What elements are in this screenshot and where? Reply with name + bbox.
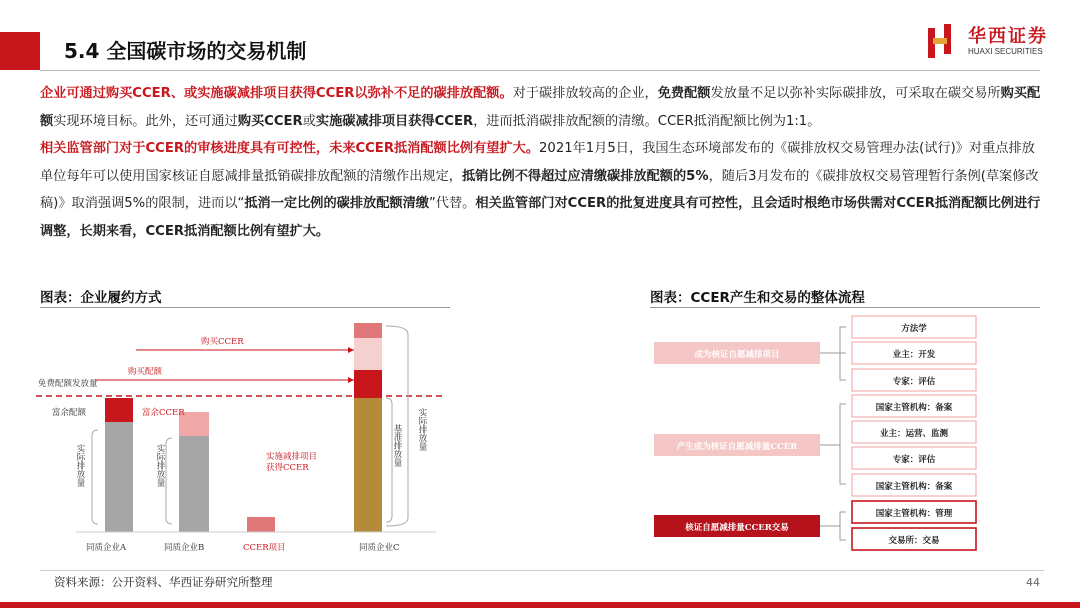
page-number: 44 [1026, 576, 1040, 589]
ccer-flow-diagram [648, 312, 988, 557]
source-note: 资料来源：公开资料、华西证券研究所整理 [54, 575, 273, 589]
step-label-5: 业主：运营、监测 [879, 429, 949, 439]
company-a-label: 同质企业A [86, 543, 127, 553]
free-quota-label: 免费配额发放量 [38, 379, 98, 389]
bracket-3 [840, 512, 846, 540]
buy-quota-arrow-head [348, 377, 354, 383]
bracket-2 [840, 404, 846, 484]
step-label-1: 方法学 [901, 324, 927, 334]
buy-ccer-label: 购买CCER [201, 337, 244, 347]
bottom-accent-bar [0, 602, 1080, 608]
page-title: 5.4 全国碳市场的交易机制 [64, 39, 307, 63]
paragraph-2-lead: 相关监管部门对于CCER的审核进度具有可控性，未来CCER抵消配额比例有望扩大。 [40, 141, 540, 156]
emphasis: 购买CCER [237, 113, 303, 129]
step-label-3: 专家：评估 [892, 377, 936, 387]
text: 或 [302, 113, 316, 129]
text: ，进而抵消碳排放配额的清缴。CCER抵消配额比例为1:1。 [473, 113, 821, 129]
stage-1-label: 成为核证自愿减排项目 [694, 350, 780, 360]
buy-quota-label: 购买配额 [128, 367, 163, 377]
body-text [40, 80, 1044, 245]
step-label-2: 业主：开发 [892, 350, 936, 360]
figure-left-rule [40, 307, 450, 308]
step-label-8: 国家主管机构：管理 [875, 509, 953, 519]
company-b-brace [166, 438, 172, 524]
step-label-6: 专家：评估 [892, 455, 936, 465]
stage-3-label: 核证自愿减排量CCER交易 [685, 523, 789, 533]
step-label-4: 国家主管机构：备案 [875, 403, 953, 413]
company-b-actual-label: 实际排放量 [155, 444, 165, 487]
emphasis: 免费配额 [657, 86, 711, 101]
paragraph-1 [40, 80, 1044, 135]
company-c-label: 同质企业C [359, 543, 400, 553]
company-a-actual-label: 实际排放量 [75, 444, 85, 487]
text: 对于碳排放较高的企业， [512, 86, 658, 101]
text: ，随后3月发布的《碳排放权交易管理暂行条例(草案修改稿)》取消强调5%的限制，进而以“ [40, 168, 1039, 211]
emphasis: 购买配额 [40, 86, 1041, 129]
text: ”代替。 [428, 196, 476, 211]
buy-ccer-arrow-head [348, 347, 354, 353]
project-ccer-label-1: 实施减排项目 [266, 452, 318, 462]
surplus-ccer-label: 富余CCER [142, 408, 185, 418]
paragraph-2 [40, 135, 1044, 245]
text: 发放量不足以弥补实际碳排放，可采取在碳交易所 [710, 86, 1001, 101]
title-accent-bar [0, 32, 40, 70]
paragraph-1-lead: 企业可通过购买CCER、或实施碳减排项目获得CCER以弥补不足的碳排放配额。 [40, 86, 513, 101]
company-c-buy-ccer-bar [354, 323, 382, 338]
project-ccer-label-2: 获得CCER [266, 463, 309, 473]
logo-chinese-name: 华西证券 [968, 26, 1048, 47]
company-a-brace [92, 430, 98, 524]
ccer-project-label: CCER项目 [243, 543, 286, 553]
baseline-label: 基准排放量 [392, 424, 402, 467]
huaxi-logo-mark-icon [928, 24, 956, 58]
emphasis: 抵消一定比例的碳排放配额清缴 [244, 196, 429, 211]
company-a-actual-bar [105, 422, 133, 532]
step-label-9: 交易所：交易 [888, 536, 940, 546]
stage-2-label: 产生成为核证自愿减排量CCER [676, 442, 798, 452]
compliance-diagram [36, 312, 446, 562]
company-c-ccer-light-bar [354, 338, 382, 370]
step-label-7: 国家主管机构：备案 [875, 482, 953, 492]
text: 2021年1月5日，我国生态环境部发布的《碳排放权交易管理办法(试行)》对重点排放单位每年可以使用国家核证自愿减排量抵销碳排放配额的清缴作出规定， [40, 141, 1035, 184]
text: 实现环境目标。此外，还可通过 [53, 113, 238, 129]
company-c-base-bar [354, 398, 382, 532]
surplus-quota-label: 富余配额 [52, 408, 87, 418]
emphasis: 相关监管部门对CCER的批复进度具有可控性，且会适时根绝市场供需对CCER抵消配额比例进行调整，长期来看，CCER抵消配额比例有望扩大。 [40, 196, 1041, 239]
title-divider [40, 70, 1040, 71]
logo-english-name: HUAXI SECURITIES [968, 47, 1043, 56]
huaxi-logo [928, 22, 1068, 62]
figure-left-title: 图表：企业履约方式 [40, 290, 162, 306]
emphasis: 实施碳减排项目获得CCER [315, 113, 474, 129]
ccer-project-bar [247, 517, 275, 532]
company-c-actual-label: 实际排放量 [417, 408, 427, 451]
company-b-label: 同质企业B [164, 543, 205, 553]
figure-right-title: 图表：CCER产生和交易的整体流程 [650, 290, 865, 306]
emphasis: 抵销比例不得超过应清缴碳排放配额的5% [462, 168, 709, 184]
figure-right-rule [650, 307, 1040, 308]
footer-divider [40, 570, 1044, 571]
company-a-surplus-bar [105, 398, 133, 422]
company-c-buy-quota-bar [354, 370, 382, 398]
company-b-actual-bar [179, 436, 209, 532]
flow-step-boxes [852, 316, 976, 550]
